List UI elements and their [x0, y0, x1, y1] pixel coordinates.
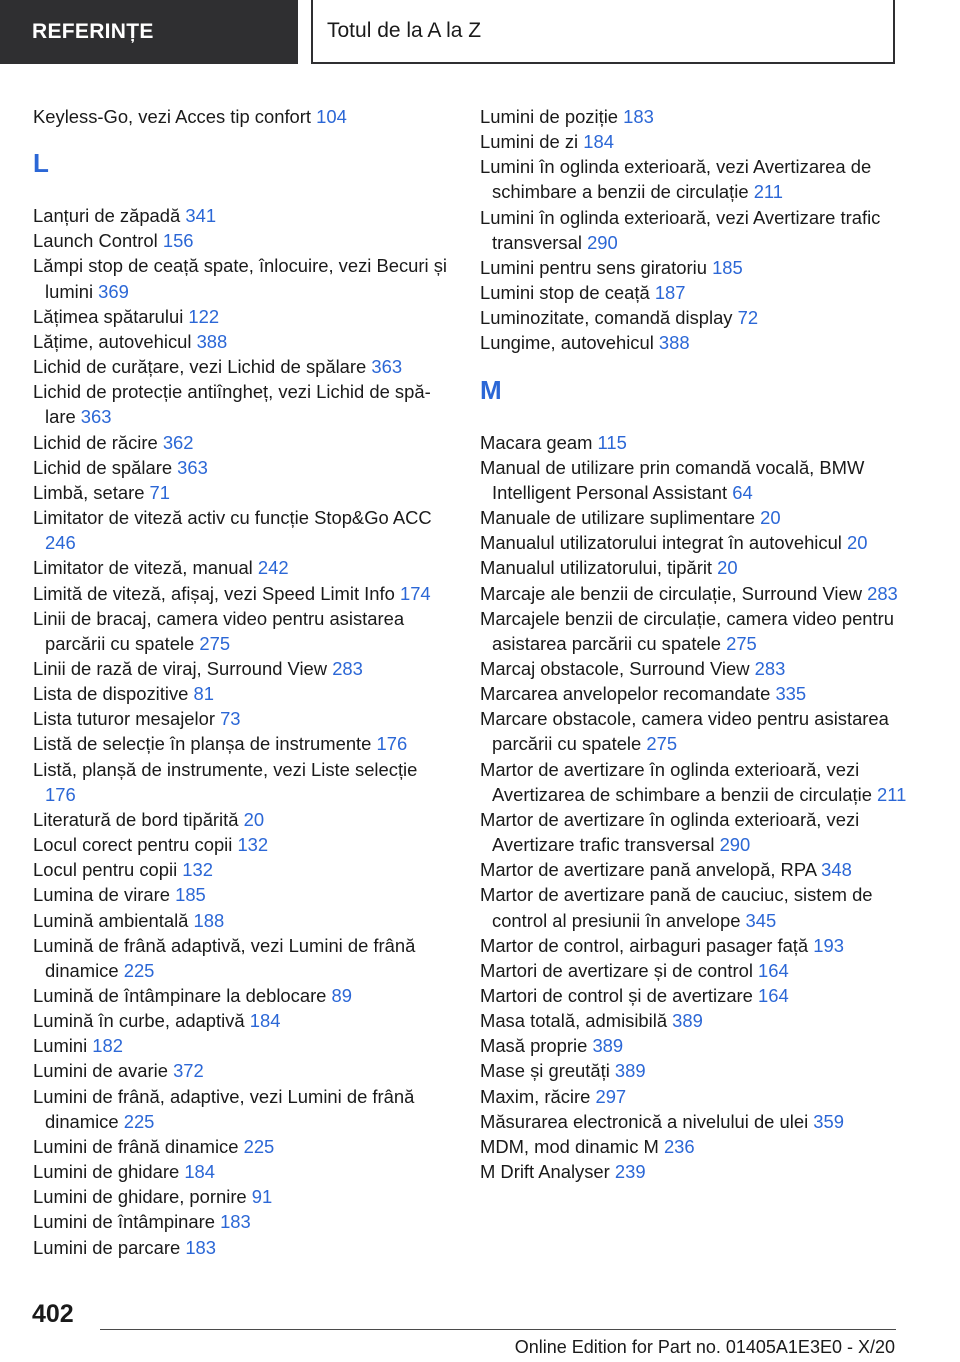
index-entry-term: Lista de dispozitive — [33, 683, 194, 705]
index-entry-term: Marcajele benzii de circulație, camera video pentru asistarea parcării cu spatele — [480, 607, 894, 654]
index-entry-term: Lumini — [33, 1035, 93, 1057]
index-entry-page-link[interactable]: 242 — [257, 557, 289, 579]
page-number: 402 — [32, 1300, 74, 1328]
index-entry — [33, 1235, 453, 1260]
index-entry-term: Lumina de virare — [33, 884, 176, 906]
index-entry — [33, 1058, 453, 1083]
index-entry — [480, 430, 910, 455]
index-entry — [33, 757, 453, 807]
index-entry-term: Lățime, autovehicul — [33, 330, 197, 352]
index-entry-term: Limitator de viteză, manual — [33, 557, 258, 579]
index-entry-page-link[interactable]: 132 — [237, 834, 269, 856]
index-entry-term: Listă, planșă de instrumente, vezi Liste selecție — [33, 758, 418, 780]
index-entry-term: Martori de control și de avertizare — [480, 985, 759, 1006]
index-entry — [480, 505, 910, 530]
index-entry — [33, 908, 453, 933]
index-entry — [33, 228, 453, 253]
index-letter-heading: L — [33, 148, 49, 179]
index-entry — [480, 129, 910, 154]
index-entry — [33, 1134, 453, 1159]
index-entry — [33, 606, 453, 656]
section-title: REFERINȚE — [32, 20, 154, 43]
index-entry-page-link[interactable]: 72 — [737, 307, 759, 329]
index-entry-page-link[interactable]: 187 — [654, 282, 686, 304]
index-entry-term: Lumini stop de ceață — [480, 282, 655, 304]
index-entry-page-link[interactable]: 275 — [726, 632, 757, 654]
index-entry-term: Lungime, autovehicul — [480, 332, 659, 354]
index-entry-term: Limbă, setare — [33, 481, 150, 503]
index-entry-term: Launch Control — [33, 230, 163, 252]
index-entry-term: Manuale de utilizare suplimentare — [480, 507, 761, 529]
index-entry-page-link[interactable]: 184 — [583, 131, 614, 153]
index-entry-term: Martor de avertizare în oglinda exterioară, vezi Avertizarea de schimbare a benzii de circulație — [480, 758, 878, 805]
index-entry — [33, 505, 453, 555]
index-entry-page-link[interactable]: 345 — [745, 909, 777, 931]
index-entry-page-link[interactable]: 225 — [243, 1135, 275, 1157]
index-entry-page-link[interactable]: 236 — [663, 1135, 695, 1157]
index-entry — [480, 958, 910, 983]
index-entry-term: Martor de avertizare pană anvelopă, RPA — [480, 859, 822, 881]
index-entry — [33, 832, 453, 857]
index-entry-term: Martor de avertizare în oglinda exterioară, vezi Avertizare trafic transversal — [480, 808, 860, 856]
index-entry — [480, 455, 910, 505]
index-entry — [480, 757, 910, 807]
index-entry — [33, 1159, 453, 1184]
index-entry-term: Marcarea anvelopelor recomandate — [480, 683, 776, 705]
index-entry-term: Luminozitate, comandă display — [480, 307, 738, 329]
index-entry-page-link[interactable]: 122 — [188, 305, 220, 327]
index-entry-term: Lichid de protecție antiîngheț, vezi Lichid de spălare — [33, 381, 431, 428]
chapter-tab — [311, 0, 895, 64]
index-entry-term: Lumini de întâmpinare — [33, 1211, 221, 1233]
index-entry — [480, 1084, 910, 1109]
index-entry-page-link[interactable]: 183 — [220, 1211, 251, 1233]
index-entry-page-link[interactable]: 20 — [760, 507, 781, 529]
index-entry-term: Lumini de parcare — [33, 1236, 186, 1258]
footer-divider — [100, 1329, 896, 1330]
index-entry — [480, 681, 910, 706]
index-entry — [33, 857, 453, 882]
index-entry-term: Lichid de răcire — [33, 431, 163, 453]
index-entry — [33, 430, 453, 455]
index-entry-term: Manualul utilizatorului, tipărit — [480, 557, 718, 579]
index-entry-page-link[interactable]: 348 — [821, 859, 852, 881]
index-entry-term: Lichid de spălare — [33, 456, 178, 478]
index-entry-page-link[interactable]: 290 — [719, 834, 751, 856]
index-entry — [480, 205, 910, 255]
index-entry-page-link[interactable]: 174 — [399, 582, 431, 604]
index-entry-page-link[interactable]: 275 — [646, 733, 678, 755]
index-entry-page-link[interactable]: 372 — [173, 1060, 204, 1082]
index-entry-page-link[interactable]: 183 — [185, 1236, 217, 1258]
index-entry-page-link[interactable]: 20 — [847, 532, 868, 554]
index-entry-term: Linii de bracaj, camera video pentru asistarea parcării cu spatele — [33, 607, 405, 654]
index-entry-term: Lumină în curbe, adaptivă — [33, 1010, 250, 1032]
index-entry-term: Keyless-Go, vezi Acces tip confort — [33, 106, 317, 127]
index-entry — [33, 731, 453, 756]
index-entry — [33, 656, 453, 681]
index-entry-page-link[interactable]: 225 — [123, 959, 155, 981]
index-entry — [480, 104, 910, 129]
index-entry — [33, 354, 453, 379]
index-entry — [480, 1058, 910, 1083]
index-entry — [33, 203, 453, 228]
index-entry — [480, 581, 910, 606]
index-entry-page-link[interactable]: 184 — [184, 1161, 215, 1183]
index-entry — [480, 530, 910, 555]
index-entry-term: Lumini în oglinda exterioară, vezi Avertizarea de schimbare a benzii de circulație — [480, 156, 872, 203]
index-entry-term: Manual de utilizare prin comandă vocală, BMW Intelligent Personal Assistant — [480, 456, 865, 503]
index-entry-page-link[interactable]: 363 — [177, 456, 208, 478]
index-entry — [33, 807, 453, 832]
index-entry-page-link[interactable]: 115 — [597, 431, 627, 453]
index-entry — [33, 480, 453, 505]
index-entry — [480, 154, 910, 204]
index-entry-term: Manualul utilizatorului integrat în autovehicul — [480, 532, 848, 554]
index-entry-term: Lămpi stop de ceață spate, înlocuire, vezi Becuri și lumini — [33, 255, 448, 302]
index-entry-term: Lumini de zi — [480, 131, 584, 153]
index-entry — [480, 1159, 910, 1184]
index-entry-page-link[interactable]: 188 — [193, 909, 225, 931]
index-entry-page-link[interactable]: 335 — [775, 683, 807, 705]
index-entry-page-link[interactable]: 176 — [45, 783, 76, 805]
index-entry-term: Lumini de poziție — [480, 106, 624, 127]
index-entry — [480, 1134, 910, 1159]
index-entry-page-link[interactable]: 182 — [92, 1035, 123, 1057]
index-entry-page-link[interactable]: 176 — [376, 733, 408, 755]
index-entry-term: Martor de avertizare pană de cauciuc, sistem de control al presiunii în anvelope — [480, 884, 873, 931]
index-entry-page-link[interactable]: 363 — [80, 406, 112, 428]
index-entry-term: Marcare obstacole, camera video pentru asistarea parcării cu spatele — [480, 708, 889, 755]
index-entry-term: Lumini pentru sens giratoriu — [480, 256, 713, 278]
index-entry-page-link[interactable]: 193 — [813, 934, 844, 956]
index-entry-term: Listă de selecție în planșa de instrumente — [33, 733, 377, 755]
index-entry-term: Lumini în oglinda exterioară, vezi Avertizare trafic transversal — [480, 206, 881, 253]
index-entry — [480, 807, 910, 857]
index-entry-page-link[interactable]: 164 — [758, 959, 789, 981]
index-entry-page-link[interactable]: 211 — [877, 783, 907, 805]
index-entry — [33, 882, 453, 907]
chapter-title: Totul de la A la Z — [327, 19, 482, 42]
index-entry-page-link[interactable]: 156 — [162, 230, 194, 252]
index-entry — [33, 1184, 453, 1209]
index-entry-term: Lanțuri de zăpadă — [33, 205, 186, 227]
index-entry — [33, 581, 453, 606]
index-entry-page-link[interactable]: 388 — [196, 330, 228, 352]
index-entry — [480, 330, 910, 355]
index-entry — [33, 1084, 453, 1134]
index-entry — [480, 305, 910, 330]
index-entry — [480, 280, 910, 305]
index-entry-page-link[interactable]: 164 — [758, 985, 789, 1006]
index-entry — [33, 104, 453, 129]
index-entry-term: Macara geam — [480, 431, 598, 453]
index-entry — [33, 455, 453, 480]
index-entry-term: Marcaje ale benzii de circulație, Surround View — [480, 582, 868, 604]
index-entry — [480, 882, 910, 932]
index-entry-page-link[interactable]: 283 — [754, 657, 786, 679]
index-entry-term: Măsurarea electronică a nivelului de ulei — [480, 1110, 814, 1132]
index-entry — [33, 253, 453, 303]
index-entry-term: Masa totală, admisibilă — [480, 1010, 673, 1032]
index-entry-page-link[interactable]: 362 — [162, 431, 194, 453]
index-entry-term: Maxim, răcire — [480, 1085, 596, 1107]
index-column-right — [480, 104, 910, 1184]
index-entry-page-link[interactable]: 73 — [220, 708, 241, 730]
index-entry — [33, 706, 453, 731]
index-entry-page-link[interactable]: 225 — [123, 1110, 155, 1132]
index-entry-page-link[interactable]: 369 — [98, 280, 129, 302]
index-entry — [480, 1033, 910, 1058]
index-entry — [33, 379, 453, 429]
index-entry — [33, 329, 453, 354]
index-entry — [33, 1008, 453, 1033]
index-letter-heading: M — [480, 374, 502, 405]
index-entry-page-link[interactable]: 89 — [331, 985, 352, 1006]
index-entry — [480, 706, 910, 756]
index-entry-term: Lumini de frână dinamice — [33, 1135, 244, 1157]
index-entry-page-link[interactable]: 275 — [199, 632, 231, 654]
index-entry-page-link[interactable]: 185 — [712, 256, 743, 278]
index-entry-page-link[interactable]: 104 — [316, 106, 347, 127]
index-entry-page-link[interactable]: 297 — [595, 1085, 627, 1107]
index-entry-page-link[interactable]: 20 — [243, 808, 265, 830]
index-entry — [480, 1109, 910, 1134]
index-entry — [480, 555, 910, 580]
index-entry-page-link[interactable]: 341 — [185, 205, 217, 227]
index-entry-page-link[interactable]: 389 — [672, 1010, 703, 1032]
index-entry — [33, 933, 453, 983]
index-entry-page-link[interactable]: 239 — [614, 1161, 646, 1183]
footer-edition: Online Edition for Part no. 01405A1E3E0 - X/20 — [514, 1337, 895, 1357]
index-column-left — [33, 104, 453, 1260]
index-entry-page-link[interactable]: 183 — [623, 106, 654, 127]
index-entry-page-link[interactable]: 359 — [813, 1110, 844, 1132]
index-entry-term: Lichid de curățare, vezi Lichid de spălare — [33, 356, 372, 378]
index-entry-term: Locul corect pentru copii — [33, 834, 238, 856]
index-entry-term: Locul pentru copii — [33, 859, 183, 881]
index-entry — [33, 1033, 453, 1058]
index-entry-term: Limitator de viteză activ cu funcție Stop&Go ACC — [33, 507, 432, 529]
index-entry-term: Martori de avertizare și de control — [480, 959, 759, 981]
index-entry-term: Limită de viteză, afișaj, vezi Speed Limit Info — [33, 582, 400, 604]
index-entry-page-link[interactable]: 71 — [149, 481, 170, 503]
index-entry-page-link[interactable]: 389 — [614, 1060, 646, 1082]
index-entry-term: Masă proprie — [480, 1035, 593, 1057]
index-entry-page-link[interactable]: 290 — [587, 231, 618, 253]
index-entry-term: Lumini de ghidare — [33, 1161, 185, 1183]
index-entry-term: Marcaj obstacole, Surround View — [480, 657, 755, 679]
index-entry — [33, 555, 453, 580]
index-entry-page-link[interactable]: 91 — [251, 1186, 273, 1208]
index-entry — [480, 1008, 910, 1033]
index-entry — [33, 681, 453, 706]
index-entry-page-link[interactable]: 211 — [753, 181, 784, 203]
index-entry-page-link[interactable]: 185 — [175, 884, 206, 906]
index-entry-term: Lista tuturor mesajelor — [33, 708, 221, 730]
index-entry-term: Lumini de ghidare, pornire — [33, 1186, 252, 1208]
section-tab — [0, 0, 298, 64]
index-entry — [33, 1209, 453, 1234]
index-entry-term: Linii de rază de viraj, Surround View — [33, 657, 333, 679]
index-entry — [480, 933, 910, 958]
index-entry-term: MDM, mod dinamic M — [480, 1135, 664, 1157]
index-entry — [33, 983, 453, 1008]
index-entry — [480, 857, 910, 882]
index-entry-page-link[interactable]: 388 — [658, 332, 690, 354]
index-entry-term: Lumină ambientală — [33, 909, 194, 931]
index-entry-page-link[interactable]: 20 — [717, 557, 738, 579]
index-entry-page-link[interactable]: 184 — [249, 1010, 281, 1032]
index-entry-term: Martor de control, airbaguri pasager față — [480, 934, 814, 956]
index-entry-term: Lățimea spătarului — [33, 305, 189, 327]
index-entry-page-link[interactable]: 283 — [867, 582, 898, 604]
index-entry-term: M Drift Analyser — [480, 1161, 615, 1183]
index-entry-term: Mase și greutăți — [480, 1060, 615, 1082]
index-entry-page-link[interactable]: 283 — [332, 657, 363, 679]
index-entry — [480, 255, 910, 280]
index-entry — [480, 656, 910, 681]
index-entry-page-link[interactable]: 389 — [592, 1035, 624, 1057]
index-entry — [480, 983, 910, 1008]
index-entry-term: Literatură de bord tipărită — [33, 808, 244, 830]
index-entry-term: Lumină de întâmpinare la deblocare — [33, 985, 332, 1006]
index-entry-page-link[interactable]: 64 — [732, 481, 753, 503]
index-entry-page-link[interactable]: 132 — [182, 859, 213, 881]
index-entry-page-link[interactable]: 81 — [193, 683, 214, 705]
index-entry — [480, 606, 910, 656]
index-entry-term: Lumini de avarie — [33, 1060, 174, 1082]
index-entry-term: Lumină de frână adaptivă, vezi Lumini de frână dinamice — [33, 934, 416, 981]
index-entry-page-link[interactable]: 363 — [371, 356, 403, 378]
index-entry-term: Lumini de frână, adaptive, vezi Lumini de frână dinamice — [33, 1085, 415, 1132]
index-entry-page-link[interactable]: 246 — [45, 532, 76, 554]
index-entry — [33, 304, 453, 329]
